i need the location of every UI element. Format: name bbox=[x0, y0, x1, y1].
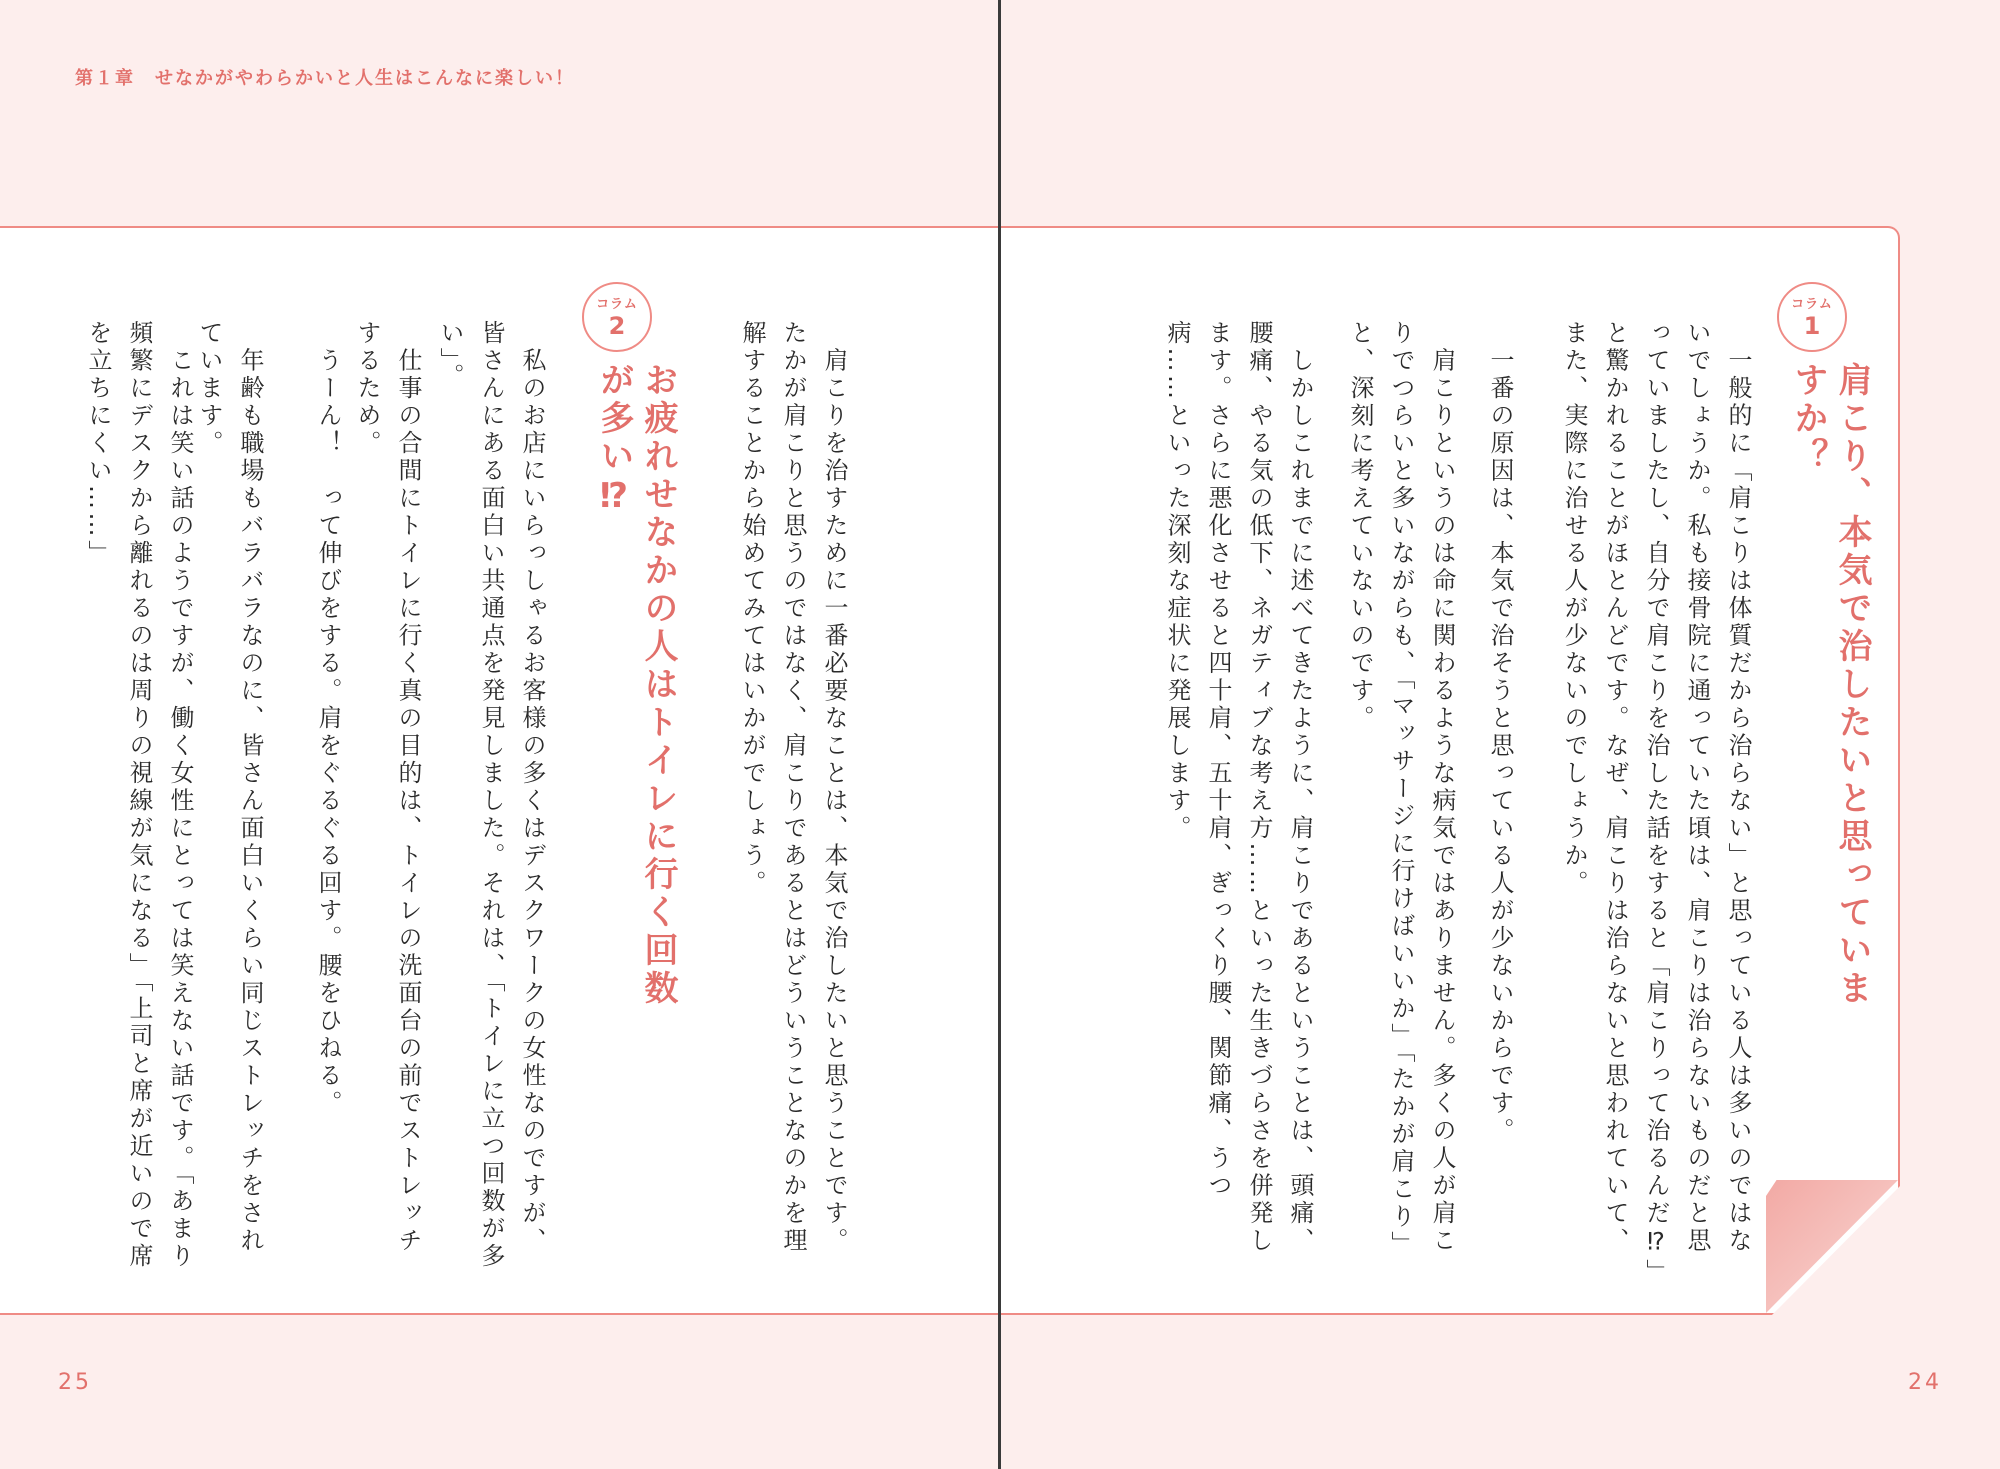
page-number-left: 25 bbox=[58, 1370, 92, 1395]
column-1-paragraph-2: 一番の原因は、本気で治そうと思っている人が少ないからです。 bbox=[1486, 320, 1514, 1145]
column-1-paragraph-4: しかしこれまでに述べてきたように、肩こりであるということは、頭痛、腰痛、やる気の低下、ネガティブな考え方……といった生きづらさを併発します。さらに悪化させると四十肩、五十肩、ぎっくり腰、関節痛、うつ病……といった深刻な症状に発展します。 bbox=[1163, 320, 1314, 1255]
column-badge-label: コラム bbox=[596, 297, 638, 312]
column-badge-number: 1 bbox=[1803, 312, 1821, 340]
column-2-badge bbox=[582, 282, 652, 352]
column-2-title: お疲れせなかの人はトイレに行く回数が多い⁉ bbox=[594, 362, 678, 1008]
column-badge-label: コラム bbox=[1791, 297, 1833, 312]
column-2-paragraph-4: 年齢も職場もバラバラなのに、皆さん面白いくらい同じストレッチをされています。 bbox=[195, 320, 264, 1255]
column-1-paragraph-3: 肩こりというのは命に関わるような病気ではありません。多くの人が肩こりでつらいと多いながらも、「マッサージに行けばいいか」「たかが肩こり」と、深刻に考えていないのです。 bbox=[1346, 320, 1456, 1259]
chapter-header: 第１章 せなかがやわらかいと人生はこんなに楽しい！ bbox=[75, 68, 575, 89]
column-1-paragraph-1: 一般的に「肩こりは体質だから治らない」と思っている人は多いのではないでしょうか。私も接骨院に通っていた頃は、肩こりは治らないものだと思っていましたし、自分で肩こりを治した話をすると「肩こりって治るんだ⁉」と驚かれることがほとんどです。なぜ、肩こりは治らないと思われていて、また、実際に治せる人が少ないのでしょうか。 bbox=[1560, 320, 1752, 1275]
column-2-paragraph-1: 私のお店にいらっしゃるお客様の多くはデスクワークの女性なのですが、皆さんにある面白い共通点を発見しました。それは、「トイレに立つ回数が多い」。 bbox=[436, 320, 546, 1271]
column-2-paragraph-3: うーん！ って伸びをする。肩をぐるぐる回す。腰をひねる。 bbox=[314, 320, 342, 1118]
column-1-badge bbox=[1777, 282, 1847, 352]
column-1-title: 肩こり、本気で治したいと思っていますか？ bbox=[1788, 362, 1872, 1008]
column-2-paragraph-5: これは笑い話のようですが、働く女性にとっては笑えない話です。「あまり頻繁にデスクから離れるのは周りの視線が気になる」「上司と席が近いので席を立ちにくい……」 bbox=[84, 320, 194, 1271]
column-1-closing-paragraph: 肩こりを治すために一番必要なことは、本気で治したいと思うことです。たかが肩こりと思うのではなく、肩こりであるとはどういうことなのかを理解することから始めてみてはいかがでしょう。 bbox=[738, 320, 848, 1255]
column-2-paragraph-2: 仕事の合間にトイレに行く真の目的は、トイレの洗面台の前でストレッチするため。 bbox=[353, 320, 422, 1255]
page-number-right: 24 bbox=[1908, 1370, 1942, 1395]
column-badge-number: 2 bbox=[608, 312, 626, 340]
